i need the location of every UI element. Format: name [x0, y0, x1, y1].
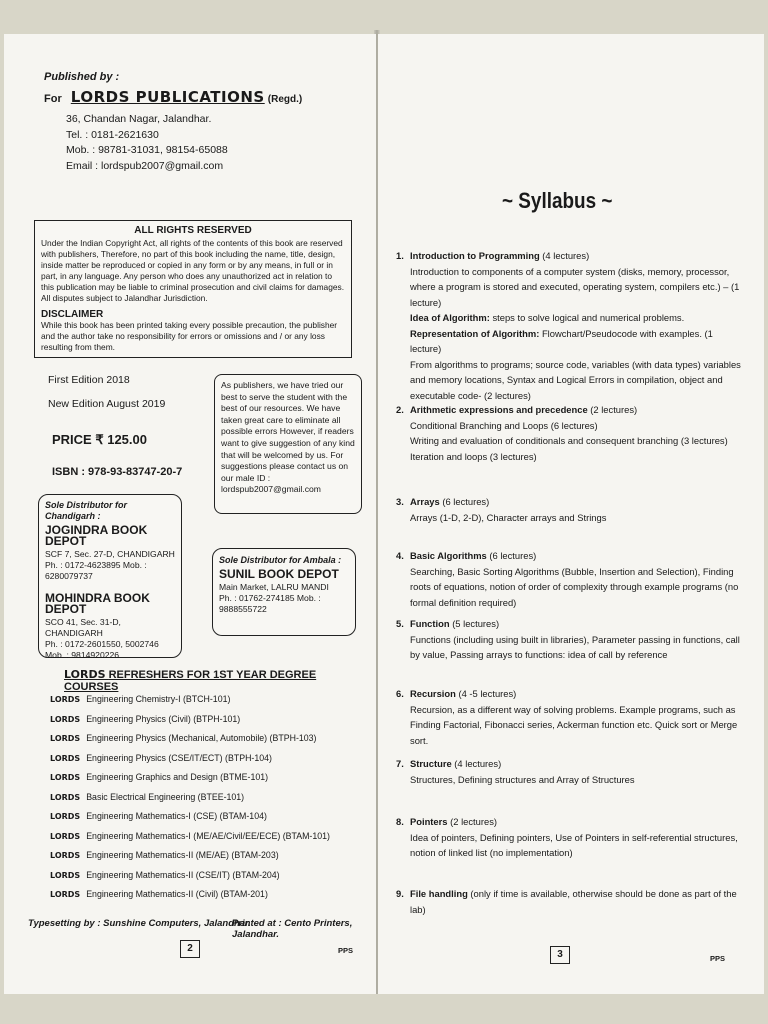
section-body: Recursion, as a different way of solving problems. Example programs, such as Finding Factorial, Fibonacci series, Ackerman function etc. Quick sort or Merge sort.	[410, 703, 738, 746]
right-page	[378, 34, 764, 994]
jogindra-name: JOGINDRA BOOK DEPOT	[45, 523, 148, 548]
refresher-item	[50, 850, 279, 860]
lords-logo: LORDS	[50, 851, 81, 860]
refresher-title: Engineering Mathematics-I (CSE) (BTAM-104)	[86, 811, 267, 821]
jogindra-phone: Ph. : 0172-4623895 Mob. : 6280079737	[45, 560, 147, 581]
section-topic: Basic Algorithms	[410, 550, 487, 561]
refresher-item	[50, 753, 272, 763]
refresher-title: Engineering Chemistry-I (BTCH-101)	[86, 694, 231, 704]
printer-credit: Printed at : Cento Printers, Jalandhar.	[232, 918, 353, 940]
first-edition: First Edition 2018	[48, 374, 130, 386]
section-lectures: (only if time is available, otherwise should be done as part of the lab)	[410, 888, 737, 915]
section-body: Conditional Branching and Loops (6 lectures)	[410, 419, 598, 431]
email: Email : lordspub2007@gmail.com	[66, 159, 224, 172]
refresher-item	[50, 792, 244, 802]
ambala-heading: Sole Distributor for Ambala :	[219, 555, 342, 565]
isbn: ISBN : 978-93-83747-20-7	[52, 466, 183, 478]
section-body: Searching, Basic Sorting Algorithms (Bubble, Insertion and Selection), Finding roots of equations, notion of order of complexity through example programs (no formal definition required)	[410, 565, 739, 608]
pps-mark: PPS	[710, 954, 726, 963]
syllabus-section	[396, 248, 746, 403]
refresher-title: Engineering Mathematics-II (ME/AE) (BTAM-203)	[86, 850, 279, 860]
section-topic: Recursion	[410, 688, 456, 699]
section-body	[410, 326, 746, 357]
syllabus-section	[396, 616, 746, 663]
section-title	[410, 616, 746, 632]
sunil-name: SUNIL BOOK DEPOT	[219, 567, 339, 581]
section-number: 2.	[396, 404, 404, 415]
section-topic: Pointers	[410, 816, 448, 827]
regd-label: (Regd.)	[267, 94, 303, 105]
jogindra-address: SCF 7, Sec. 27-D, CHANDIGARH	[45, 549, 175, 559]
section-number: 1.	[396, 250, 404, 261]
refresher-item	[50, 811, 267, 821]
address-line: 36, Chandan Nagar, Jalandhar.	[66, 113, 212, 125]
chandigarh-distributor-box	[38, 494, 182, 658]
section-topic: Function	[410, 618, 450, 629]
price: PRICE ₹ 125.00	[52, 432, 147, 447]
chandigarh-heading: Sole Distributor for Chandigarh :	[45, 500, 128, 521]
for-label: For	[44, 93, 62, 105]
section-subheading: Representation of Algorithm:	[410, 327, 540, 339]
section-title	[410, 402, 746, 418]
refresher-title: Engineering Physics (CSE/IT/ECT) (BTPH-104)	[86, 752, 272, 763]
lords-logo: LORDS	[50, 714, 81, 724]
lords-logo: LORDS	[50, 831, 81, 841]
suggestion-box: As publishers, we have tried our best to serve the student with the best of our resources. We have taken great care to eliminate all possible errors However, if readers want to give suggestion of any kind that will be welcomed by us. For suggestions please contact us on our male ID : lordspub2007@gmail.com	[214, 374, 362, 514]
section-subtext: Flowchart/Pseudocode with examples. (1 lecture)	[410, 327, 713, 354]
refresher-title: Basic Electrical Engineering (BTEE-101)	[86, 791, 245, 802]
refreshers-heading	[64, 668, 364, 693]
section-number: 4.	[396, 550, 404, 561]
refresher-title: Engineering Mathematics-II (CSE/IT) (BTAM-204)	[86, 869, 280, 880]
refresher-item	[50, 694, 230, 704]
section-number: 8.	[396, 816, 404, 827]
section-body	[410, 357, 746, 404]
typesetting-credit: Typesetting by : Sunshine Computers, Jalandhar.	[28, 918, 251, 929]
sunil-phone: Ph. : 01762-274185 Mob. : 9888555722	[219, 593, 321, 614]
publisher-address	[66, 112, 228, 174]
refreshers-title: REFRESHERS FOR 1ST YEAR DEGREE COURSES	[64, 669, 317, 693]
section-lectures: (4 lectures)	[542, 250, 590, 261]
disclaimer-text: While this book has been printed taking every possible precaution, the publisher and the author take no responsibility for errors or omissions and / or any loss resulting from them.	[41, 320, 338, 352]
rights-heading: ALL RIGHTS RESERVED	[134, 225, 252, 236]
section-lectures: (2 lectures)	[450, 816, 498, 827]
mohindra-name: MOHINDRA BOOK DEPOT	[45, 591, 150, 616]
publisher-logo: LORDS PUBLICATIONS	[70, 88, 265, 106]
section-body	[410, 310, 746, 326]
section-title	[410, 494, 746, 510]
section-lectures: (4 -5 lectures)	[458, 688, 517, 699]
refresher-item	[50, 714, 240, 724]
lords-logo: LORDS	[50, 890, 81, 899]
section-number: 6.	[396, 688, 404, 699]
refresher-item	[50, 772, 268, 782]
refresher-title: Engineering Graphics and Design (BTME-101)	[86, 772, 269, 782]
refresher-item	[50, 870, 280, 880]
section-number: 9.	[396, 888, 404, 899]
section-body: Structures, Defining structures and Array of Structures	[410, 773, 635, 785]
lords-logo: LORDS	[64, 668, 106, 681]
section-topic: File handling	[410, 888, 468, 899]
section-body: Iteration and loops (3 lectures)	[410, 450, 537, 462]
section-title	[410, 756, 746, 772]
syllabus-heading: ~ Syllabus ~	[502, 188, 613, 213]
lords-logo: LORDS	[50, 792, 81, 802]
lords-logo: LORDS	[50, 753, 81, 763]
refresher-item	[50, 733, 316, 743]
mohindra-address: SCO 41, Sec. 31-D, CHANDIGARH	[45, 617, 121, 638]
syllabus-section	[396, 814, 746, 861]
page-number: 3	[550, 946, 570, 964]
refresher-title: Engineering Physics (Civil) (BTPH-101)	[86, 713, 241, 724]
section-body: Writing and evaluation of conditionals and consequent branching (3 lectures)	[410, 435, 728, 446]
syllabus-section	[396, 886, 746, 917]
lords-logo: LORDS	[50, 695, 81, 704]
ambala-distributor-box	[212, 548, 356, 636]
telephone: Tel. : 0181-2621630	[66, 128, 159, 141]
rights-box	[34, 220, 352, 358]
rights-text: Under the Indian Copyright Act, all rights of the contents of this book are reserved with publishers, Therefore, no part of this book including the name, title, design, inside matter be reproduced or copied in any form or by any means, in full or in part, in any language. Any person who does any unauthorized act in relation to this publication may be liable to criminal prosecution and civil claims for damages. All disputes subject to Jalandhar Jurisdiction.	[41, 238, 345, 303]
section-topic: Introduction to Programming	[410, 250, 540, 261]
pps-mark: PPS	[338, 946, 354, 955]
syllabus-section	[396, 494, 746, 525]
section-title	[410, 886, 746, 917]
section-subtext: From algorithms to programs; source code, variables (with data types) variables and memory locations, Syntax and Logical Errors in compilation, object and executable code- (2 lectures)	[410, 358, 741, 401]
left-page	[4, 34, 376, 994]
syllabus-section	[396, 548, 746, 610]
lords-logo: LORDS	[50, 870, 81, 880]
publisher-line	[44, 90, 302, 107]
refresher-item	[50, 831, 330, 841]
refresher-title: Engineering Mathematics-I (ME/AE/Civil/EE/ECE) (BTAM-101)	[86, 830, 330, 841]
section-lectures: (5 lectures)	[452, 618, 500, 629]
section-number: 3.	[396, 496, 404, 507]
new-edition: New Edition August 2019	[48, 398, 166, 410]
section-number: 5.	[396, 618, 404, 629]
section-body: Arrays (1-D, 2-D), Character arrays and Strings	[410, 511, 607, 523]
syllabus-section	[396, 756, 746, 787]
section-lectures: (6 lectures)	[489, 550, 537, 561]
section-title	[410, 248, 746, 264]
section-lectures: (6 lectures)	[442, 496, 490, 507]
page-number: 2	[180, 940, 200, 958]
section-title	[410, 686, 746, 702]
section-title	[410, 548, 746, 564]
section-lectures: (2 lectures)	[590, 404, 638, 415]
section-title	[410, 814, 746, 830]
lords-logo: LORDS	[50, 773, 81, 782]
lords-logo: LORDS	[50, 734, 81, 743]
refresher-item	[50, 889, 268, 899]
disclaimer-heading: DISCLAIMER	[41, 309, 104, 320]
published-by-label: Published by :	[44, 71, 120, 83]
section-body: Functions (including using built in libraries), Parameter passing in functions, call by value, Passing arrays to functions: idea of call by reference	[410, 633, 740, 660]
lords-logo: LORDS	[50, 812, 81, 821]
section-number: 7.	[396, 758, 404, 769]
section-topic: Arithmetic expressions and precedence	[410, 404, 588, 415]
mohindra-mobile: Mob. : 9814920226	[45, 650, 120, 660]
section-subheading: Idea of Algorithm:	[410, 312, 490, 323]
section-topic: Arrays	[410, 496, 440, 507]
refresher-title: Engineering Mathematics-II (Civil) (BTAM-201)	[86, 889, 268, 899]
mohindra-phone: Ph. : 0172-2601550, 5002746	[45, 639, 159, 649]
refresher-title: Engineering Physics (Mechanical, Automobile) (BTPH-103)	[86, 733, 317, 743]
section-lectures: (4 lectures)	[454, 758, 502, 769]
section-body: Idea of pointers, Defining pointers, Use of Pointers in self-referential structures, notion of linked list (no implementation)	[410, 831, 738, 858]
syllabus-section	[396, 686, 746, 748]
mobile: Mob. : 98781-31031, 98154-65088	[66, 144, 228, 156]
section-topic: Structure	[410, 758, 452, 769]
section-subtext: steps to solve logical and numerical problems.	[489, 312, 685, 323]
sunil-address: Main Market, LALRU MANDI	[219, 582, 329, 592]
section-body: Introduction to components of a computer system (disks, memory, processor, where a program is stored and executed, operating system, compilers etc.) – (1 lecture)	[410, 265, 740, 308]
syllabus-section	[396, 402, 746, 464]
